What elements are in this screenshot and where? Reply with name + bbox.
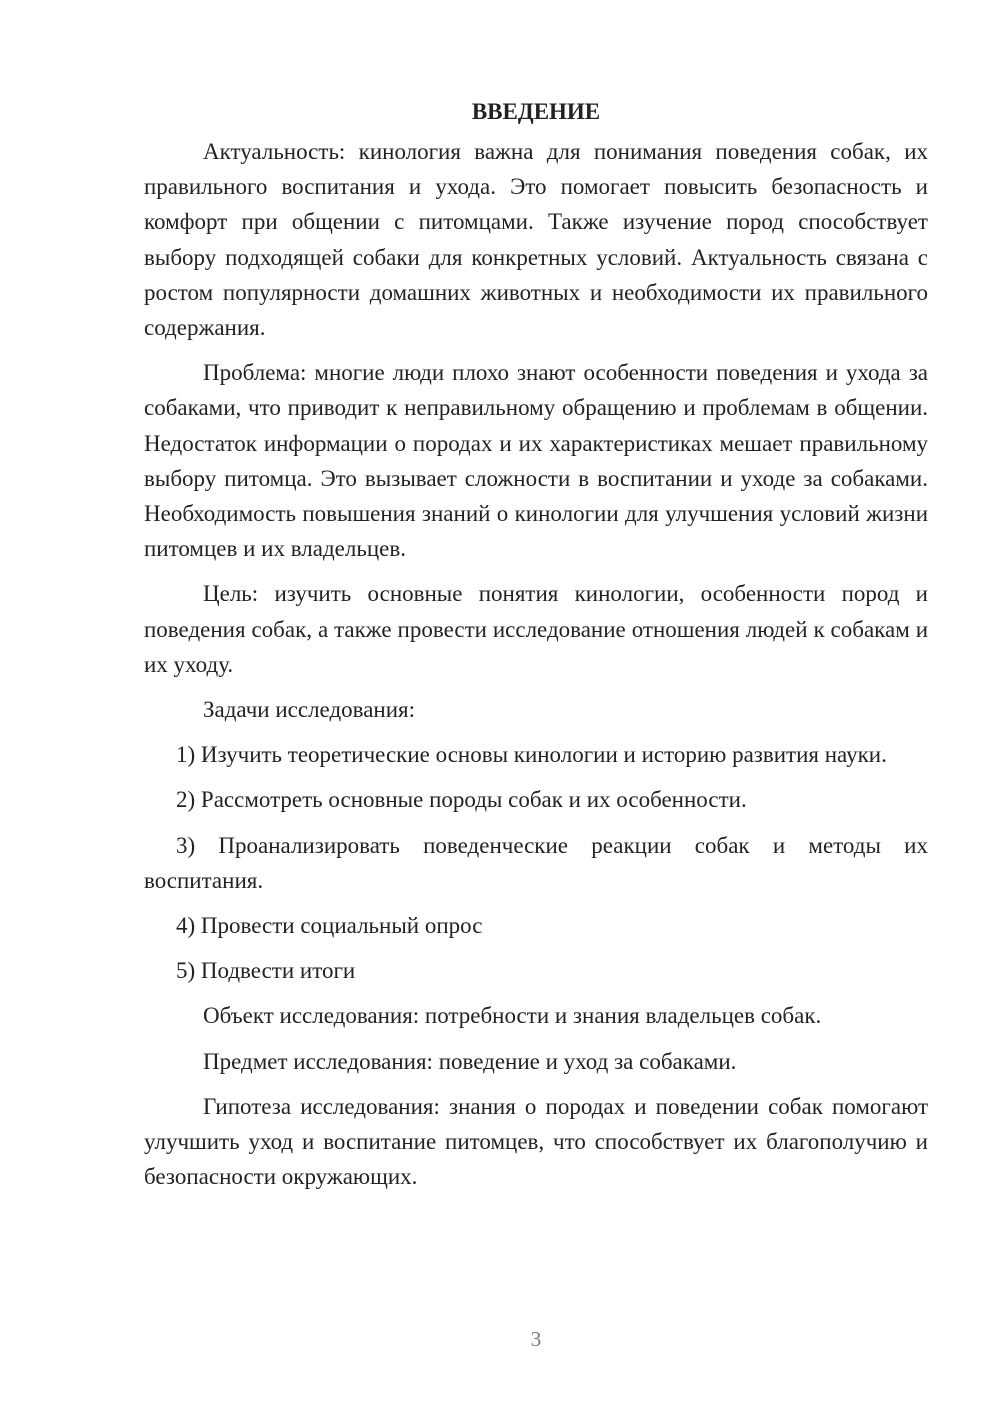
document-page: [144, 94, 928, 1194]
page-number: 3: [530, 1327, 542, 1351]
page-title: ВВЕДЕНИЕ: [471, 99, 601, 124]
task-item-2: 2) Рассмотреть основные породы собак и их особенности.: [176, 787, 747, 813]
paragraph-tasks-heading: Задачи исследования:: [203, 697, 416, 723]
task-item-1: 1) Изучить теоретические основы кинологии и историю развития науки.: [176, 742, 887, 768]
paragraph-relevance: Актуальность: кинология важна для понимания поведения собак, их правильного воспитания и ухода. Это помогает повысить безопасность и комфорт при общении с питомцами. Также изучение пород способствует выбору подходящей собаки для конкретных условий. Актуальность связана с ростом популярности домашних животных и необходимости их правильного содержания.: [144, 139, 928, 341]
paragraph-hypothesis: Гипотеза исследования: знания о породах и поведении собак помогают улучшить уход и воспитание питомцев, что способствует их благополучию и безопасности окружающих.: [144, 1093, 928, 1190]
task-item-4: 4) Провести социальный опрос: [176, 913, 483, 939]
paragraph-problem: Проблема: многие люди плохо знают особенности поведения и ухода за собаками, что приводит к неправильному обращению и проблемам в общении. Недостаток информации о породах и их характеристиках мешает правильному выбору питомца. Это вызывает сложности в воспитании и уходе за собаками. Необходимость повышения знаний о кинологии для улучшения условий жизни питомцев и их владельцев.: [144, 360, 928, 562]
paragraph-object: Объект исследования: потребности и знания владельцев собак.: [203, 1003, 822, 1029]
paragraph-subject: Предмет исследования: поведение и уход за собаками.: [203, 1048, 737, 1074]
task-item-3: 3) Проанализировать поведенческие реакции собак и методы их воспитания.: [144, 832, 928, 893]
task-item-5: 5) Подвести итоги: [176, 958, 356, 984]
paragraph-goal: Цель: изучить основные понятия кинологии, особенности пород и поведения собак, а также провести исследование отношения людей к собакам и их уходу.: [144, 581, 928, 677]
